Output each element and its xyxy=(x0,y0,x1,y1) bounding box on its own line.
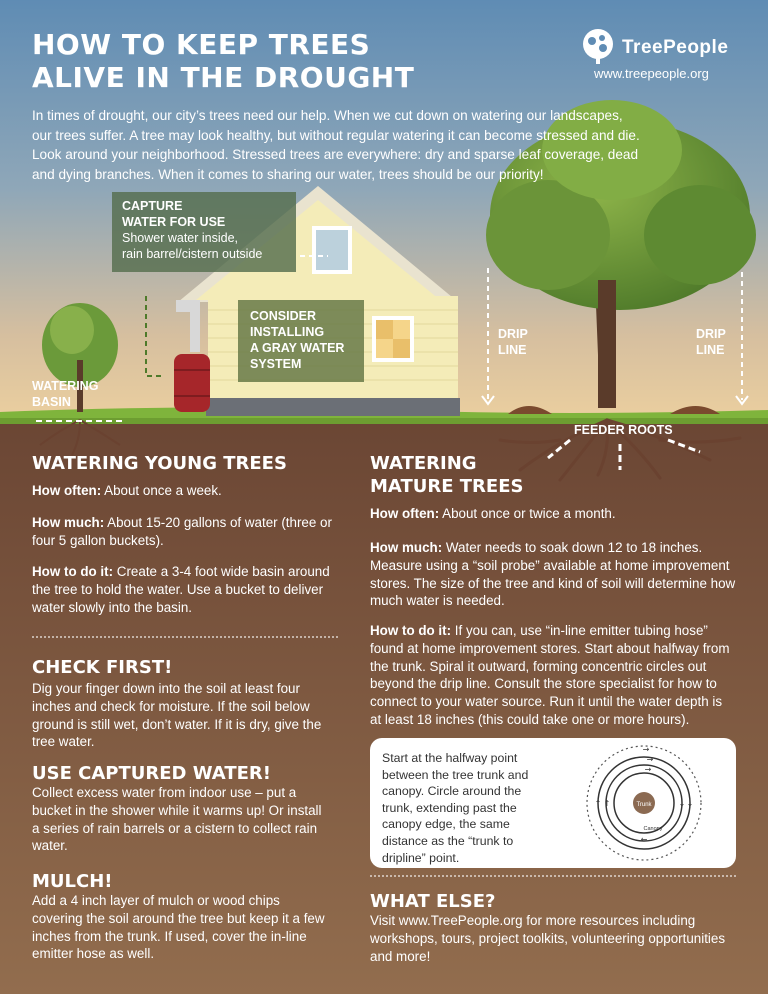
treepeople-logo[interactable] xyxy=(578,24,738,84)
svg-text:←: ← xyxy=(640,835,648,844)
feeder-roots-label: FEEDER ROOTS xyxy=(574,423,673,437)
tree-logo-icon xyxy=(578,26,618,66)
young-how-to: How to do it: Create a 3-4 foot wide basin around the tree to hold the water. Use a bucket to deliver water slowly into the basin. xyxy=(32,564,330,615)
spiral-hose-diagram xyxy=(558,742,730,864)
svg-text:→: → xyxy=(644,765,652,774)
divider xyxy=(370,875,736,877)
svg-text:↑: ↑ xyxy=(594,799,602,808)
intro-paragraph: In times of drought, our city’s trees need our help. When we cut down on watering our landscapes, our trees suffer. A tree may look healthy, but without regular watering it can become stressed and die. Look around your neighborhood. Stressed trees are everywhere: dry and sparse leaf coverage, dead and dying branches. When it comes to sharing our water, trees should be our priority! xyxy=(32,108,640,182)
young-how-often: How often: About once a week. xyxy=(32,483,222,498)
trunk-label: Trunk xyxy=(636,802,652,808)
drip-line-label-left: DRIP LINE xyxy=(498,327,528,357)
check-first-text: Dig your finger down into the soil at least four inches and check for moisture. If the soil below ground is still wet, don’t water. If it is dry, give the tree water. xyxy=(32,681,322,750)
what-else-text: Visit www.TreePeople.org for more resources including workshops, tours, project toolkits, volunteering opportunities and more! xyxy=(370,913,726,964)
divider xyxy=(32,636,338,638)
mature-how-to: How to do it: If you can, use “in-line emitter tubing hose” found at home improvement stores. Start about halfway from the trunk. Spiral it outward, forming concentric circles out beyond the drip line. Consult the store specialist for how to connect to your water source. Run it until the water depth is at least 18 inches (this could take one or more hours). xyxy=(370,623,730,727)
svg-text:↑: ↑ xyxy=(603,799,611,808)
website-link[interactable]: www.treepeople.org xyxy=(594,66,709,81)
gray-water-callout: CONSIDER INSTALLING A GRAY WATER SYSTEM xyxy=(238,300,364,382)
what-else-heading: WHAT ELSE? xyxy=(370,891,496,912)
mature-how-often: How often: About once or twice a month. xyxy=(370,506,616,521)
canopy-label: Canopy xyxy=(643,826,663,832)
svg-text:↓: ↓ xyxy=(678,799,686,808)
young-how-much: How much: About 15-20 gallons of water (three or four 5 gallon buckets). xyxy=(32,515,332,548)
watering-basin-label: WATERING BASIN xyxy=(32,379,99,409)
young-trees-heading: WATERING YOUNG TREES xyxy=(32,453,287,474)
captured-water-text: Collect excess water from indoor use – put a bucket in the shower while it warms up! Or install a series of rain barrels or a cistern to collect rain water. xyxy=(32,785,322,854)
capture-water-callout: CAPTURE WATER FOR USE Shower water inside, rain barrel/cistern outside xyxy=(112,192,296,272)
svg-text:→: → xyxy=(646,755,654,764)
mature-how-much: How much: Water needs to soak down 12 to 18 inches. Measure using a “soil probe” available at home improvement stores. The size of the tree and kind of soil will determine how much water is needed. xyxy=(370,540,736,609)
mulch-text: Add a 4 inch layer of mulch or wood chips covering the soil around the tree but keep it a few inches from the trunk. If used, cover the in-line emitter hose as well. xyxy=(32,893,325,962)
svg-text:→: → xyxy=(642,745,650,754)
captured-water-heading: USE CAPTURED WATER! xyxy=(32,763,271,784)
check-first-heading: CHECK FIRST! xyxy=(32,657,173,678)
spiral-tip-text: Start at the halfway point between the tree trunk and canopy. Circle around the trunk, extending past the canopy edge, the same distance as the “trunk to dripline” point. xyxy=(382,751,529,865)
spiral-tip-card xyxy=(370,738,736,868)
svg-text:↓: ↓ xyxy=(686,799,694,808)
mulch-heading: MULCH! xyxy=(32,871,113,892)
logo-name: TreePeople xyxy=(622,37,729,58)
page-title: HOW TO KEEP TREES ALIVE IN THE DROUGHT xyxy=(32,28,415,94)
drip-line-label-right: DRIP LINE xyxy=(696,327,726,357)
mature-trees-heading: WATERING MATURE TREES xyxy=(370,453,524,497)
